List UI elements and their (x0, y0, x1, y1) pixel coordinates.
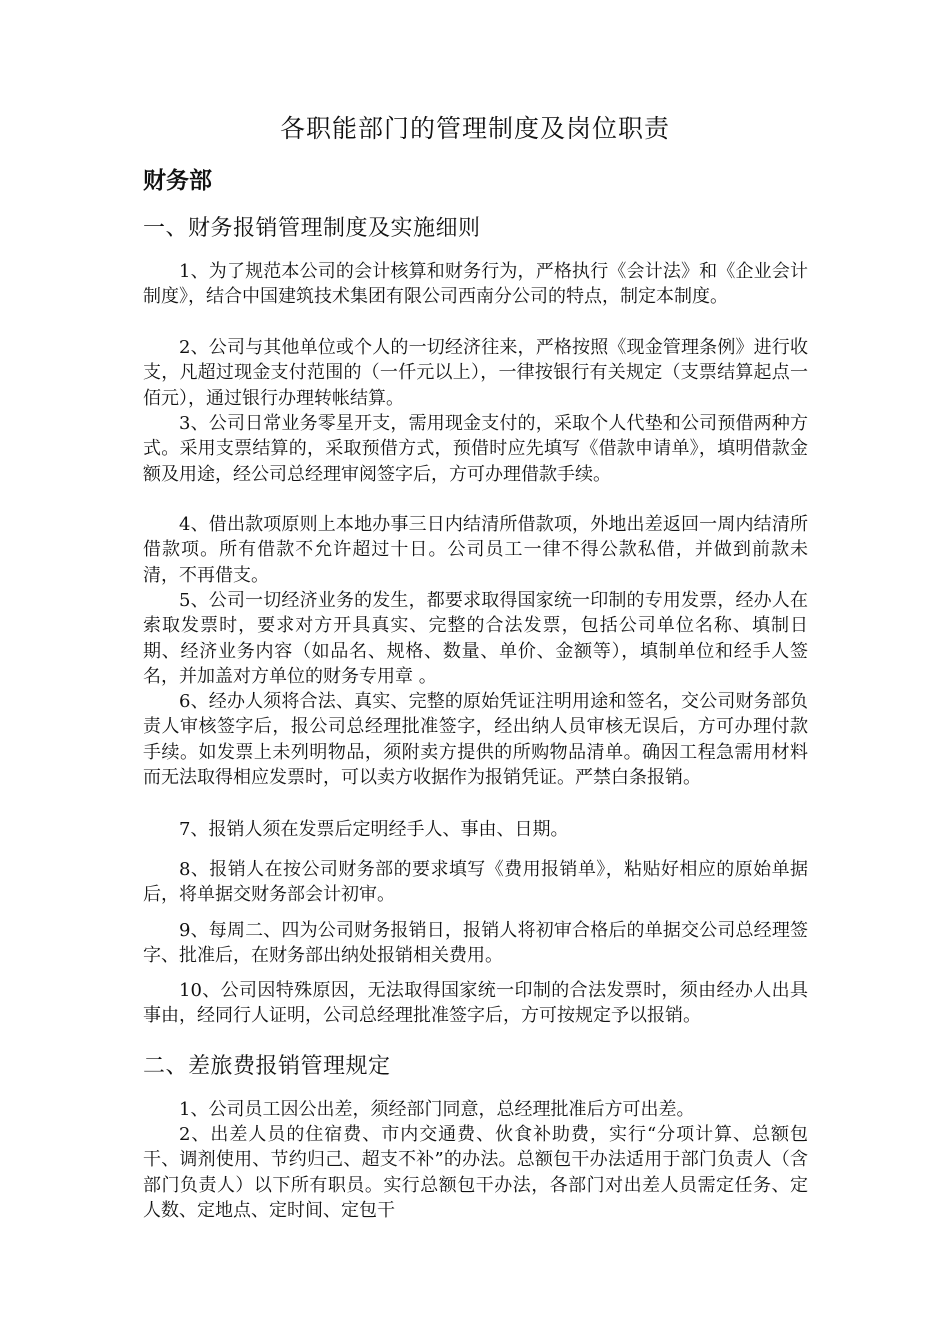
paragraph: 8、报销人在按公司财务部的要求填写《费用报销单》，粘贴好相应的原始单据后，将单据交财务部会计初审。 (143, 859, 808, 906)
paragraph: 10、公司因特殊原因，无法取得国家统一印制的合法发票时，须由经办人出具事由，经同行人证明，公司总经理批准签字后，方可按规定予以报销。 (143, 980, 808, 1027)
document-title: 各职能部门的管理制度及岗位职责 (279, 114, 670, 143)
paragraph: 7、报销人须在发票后定明经手人、事由、日期。 (179, 819, 569, 840)
paragraph: 6、经办人须将合法、真实、完整的原始凭证注明用途和签名，交公司财务部负责人审核签字后，报公司总经理批准签字，经出纳人员审核无误后，方可办理付款手续。如发票上未列明物品，须附卖方提供的所购物品清单。确因工程急需用材料而无法取得相应发票时，可以卖方收据作为报销凭证。严禁白条报销。 (143, 691, 808, 788)
paragraph: 2、出差人员的住宿费、市内交通费、伙食补助费，实行“分项计算、总额包干、调剂使用、节约归己、超支不补”的办法。总额包干办法适用于部门负责人（含部门负责人）以下所有职员。实行总额包干办法，各部门对出差人员需定任务、定人数、定地点、定时间、定包干 (143, 1124, 808, 1221)
section-heading-travel: 二、差旅费报销管理规定 (143, 1054, 391, 1079)
paragraph: 1、为了规范本公司的会计核算和财务行为，严格执行《会计法》和《企业会计制度》，结合中国建筑技术集团有限公司西南分公司的特点，制定本制度。 (143, 261, 808, 308)
department-heading: 财务部 (143, 168, 212, 194)
paragraph: 3、公司日常业务零星开支，需用现金支付的，采取个人代垫和公司预借两种方式。采用支票结算的，采取预借方式，预借时应先填写《借款申请单》，填明借款金额及用途，经公司总经理审阅签字后，方可办理借款手续。 (143, 413, 808, 485)
paragraph: 1、公司员工因公出差，须经部门同意，总经理批准后方可出差。 (179, 1099, 695, 1120)
paragraph: 9、每周二、四为公司财务报销日，报销人将初审合格后的单据交公司总经理签字、批准后，在财务部出纳处报销相关费用。 (143, 920, 808, 967)
section-heading-reimbursement: 一、财务报销管理制度及实施细则 (143, 216, 481, 241)
paragraph: 5、公司一切经济业务的发生，都要求取得国家统一印制的专用发票，经办人在索取发票时，要求对方开具真实、完整的合法发票，包括公司单位名称、填制日期、经济业务内容（如品名、规格、数量、单价、金额等），填制单位和经手人签名，并加盖对方单位的财务专用章 。 (143, 590, 808, 687)
paragraph: 2、公司与其他单位或个人的一切经济往来，严格按照《现金管理条例》进行收支，凡超过现金支付范围的（一仟元以上），一律按银行有关规定（支票结算起点一佰元），通过银行办理转帐结算。 (143, 337, 808, 409)
paragraph: 4、借出款项原则上本地办事三日内结清所借款项，外地出差返回一周内结清所借款项。所有借款不允许超过十日。公司员工一律不得公款私借，并做到前款未清，不再借支。 (143, 514, 808, 586)
